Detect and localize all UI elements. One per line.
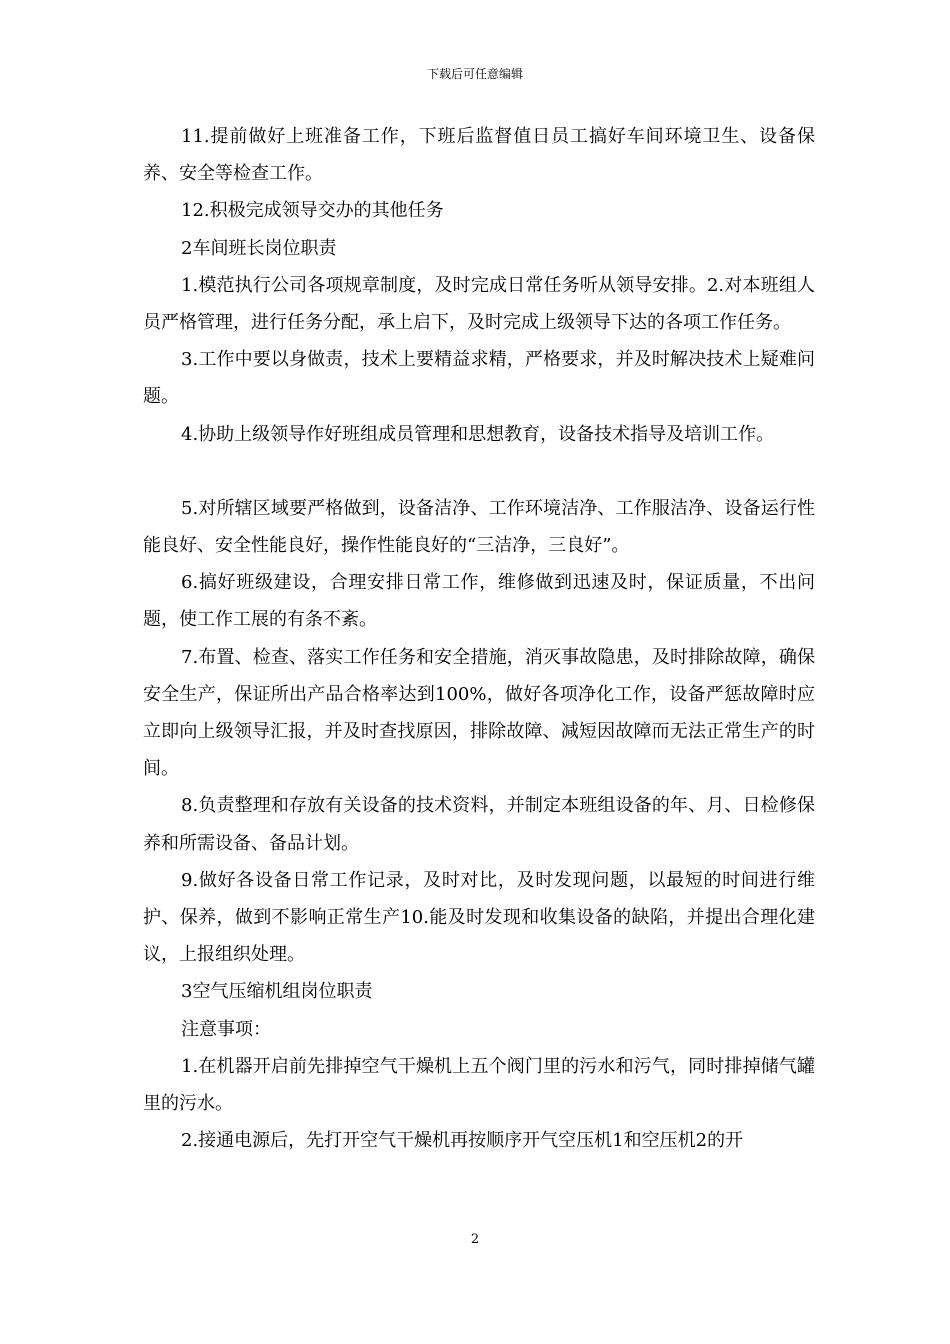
- paragraph-item-6: 6.搞好班级建设，合理安排日常工作，维修做到迅速及时，保证质量，不出问题，使工作工展的有条不紊。: [143, 572, 815, 631]
- page-number: 2: [470, 1232, 480, 1247]
- paragraph-item-9-10: 9.做好各设备日常工作记录，及时对比，及时发现问题，以最短的时间进行维护、保养，做到不影响正常生产10.能及时发现和收集设备的缺陷，并提出合理化建议，上报组织处理。: [143, 869, 815, 966]
- paragraph-item-1-2: 1.模范执行公司各项规章制度，及时完成日常任务听从领导安排。2.对本班组人员严格管理，进行任务分配，承上启下，及时完成上级领导下达的各项工作任务。: [143, 274, 815, 334]
- paragraph-item-12: 12.积极完成领导交办的其他任务: [181, 200, 444, 222]
- document-body: [143, 118, 815, 1159]
- paragraph-item-5: 5.对所辖区域要严格做到，设备洁净、工作环境洁净、工作服洁净、设备运行性能良好、安全性能良好，操作性能良好的“三洁净，三良好”。: [143, 497, 815, 557]
- paragraph-item-11: 11.提前做好上班准备工作，下班后监督值日员工搞好车间环境卫生、设备保养、安全等检查工作。: [143, 126, 815, 185]
- section-heading-team-leader: 2车间班长岗位职责: [181, 237, 337, 259]
- paragraph-item-7: 7.布置、检查、落实工作任务和安全措施，消灭事故隐患，及时排除故障，确保安全生产，保证所出产品合格率达到100%，做好各项净化工作，设备严惩故障时应立即向上级领导汇报，并及时查找原因，排除故障、减短因故障而无法正常生产的时间。: [143, 646, 815, 780]
- blank-line: [143, 453, 815, 490]
- note-item-1: 1.在机器开启前先排掉空气干燥机上五个阀门里的污水和污气，同时排掉储气罐里的污水。: [143, 1055, 815, 1115]
- paragraph-item-3: 3.工作中要以身做责，技术上要精益求精，严格要求，并及时解决技术上疑难问题。: [143, 349, 815, 408]
- page-header: 下载后可任意编辑: [426, 67, 523, 81]
- section-heading-air-compressor: 3空气压缩机组岗位职责: [181, 981, 373, 1003]
- paragraph-item-8: 8.负责整理和存放有关设备的技术资料，并制定本班组设备的年、月、日检修保养和所需设备、备品计划。: [143, 795, 815, 854]
- paragraph-item-4: 4.协助上级领导作好班组成员管理和思想教育，设备技术指导及培训工作。: [181, 423, 775, 445]
- notes-heading: 注意事项：: [181, 1018, 271, 1040]
- note-item-2: 2.接通电源后，先打开空气干燥机再按顺序开气空压机1和空压机2的开: [181, 1130, 744, 1152]
